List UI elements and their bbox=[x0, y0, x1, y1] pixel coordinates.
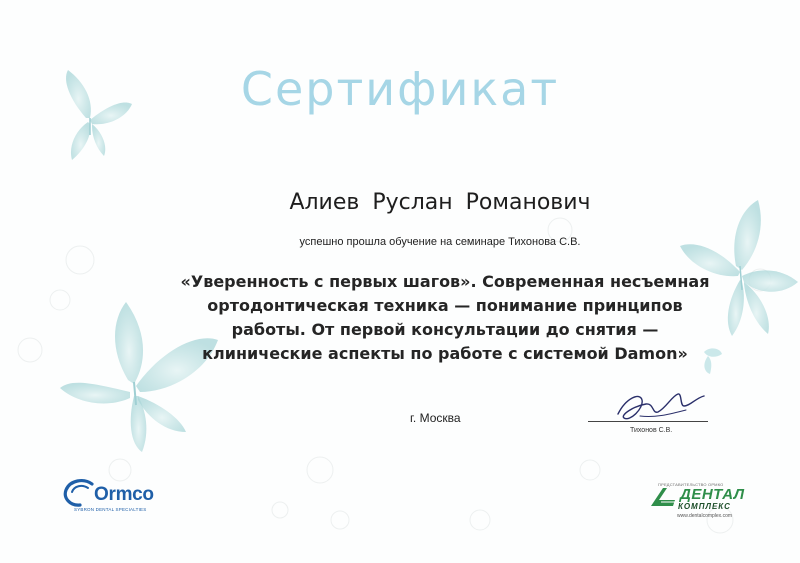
signature-icon bbox=[600, 388, 710, 428]
course-title-line: ортодонтическая техника — понимание принципов bbox=[207, 296, 683, 315]
course-title-line: работы. От первой консультации до снятия — bbox=[231, 320, 659, 339]
completion-statement: успешно прошла обучение на семинаре Тихонова С.В. bbox=[299, 236, 581, 248]
course-title bbox=[150, 270, 740, 366]
signer-name: Тихонов С.В. bbox=[630, 427, 673, 434]
course-title-line: клинические аспекты по работе с системой Damon» bbox=[202, 344, 688, 363]
city-label: г. Москва bbox=[410, 411, 461, 425]
signature-line bbox=[588, 421, 708, 422]
dental-logo-url: www.dentalcomplex.com bbox=[677, 513, 733, 519]
dental-logo-icon bbox=[649, 484, 679, 510]
dental-logo-tagline: ПРЕДСТАВИТЕЛЬСТВО ОРМКО bbox=[658, 482, 724, 487]
recipient-name: Алиев Руслан Романович bbox=[289, 190, 591, 215]
ormco-logo-name: Ormco bbox=[94, 484, 154, 505]
course-title-line: «Уверенность с первых шагов». Современная несъемная bbox=[180, 272, 710, 291]
ormco-logo-icon bbox=[62, 478, 96, 508]
ormco-logo-tagline: SYBRON DENTAL SPECIALTIES bbox=[74, 507, 147, 512]
dental-logo-name: ДЕНТАЛ bbox=[680, 486, 745, 503]
certificate-title: Сертификат bbox=[240, 62, 560, 116]
dental-logo-subtitle: КОМПЛЕКС bbox=[678, 502, 731, 511]
